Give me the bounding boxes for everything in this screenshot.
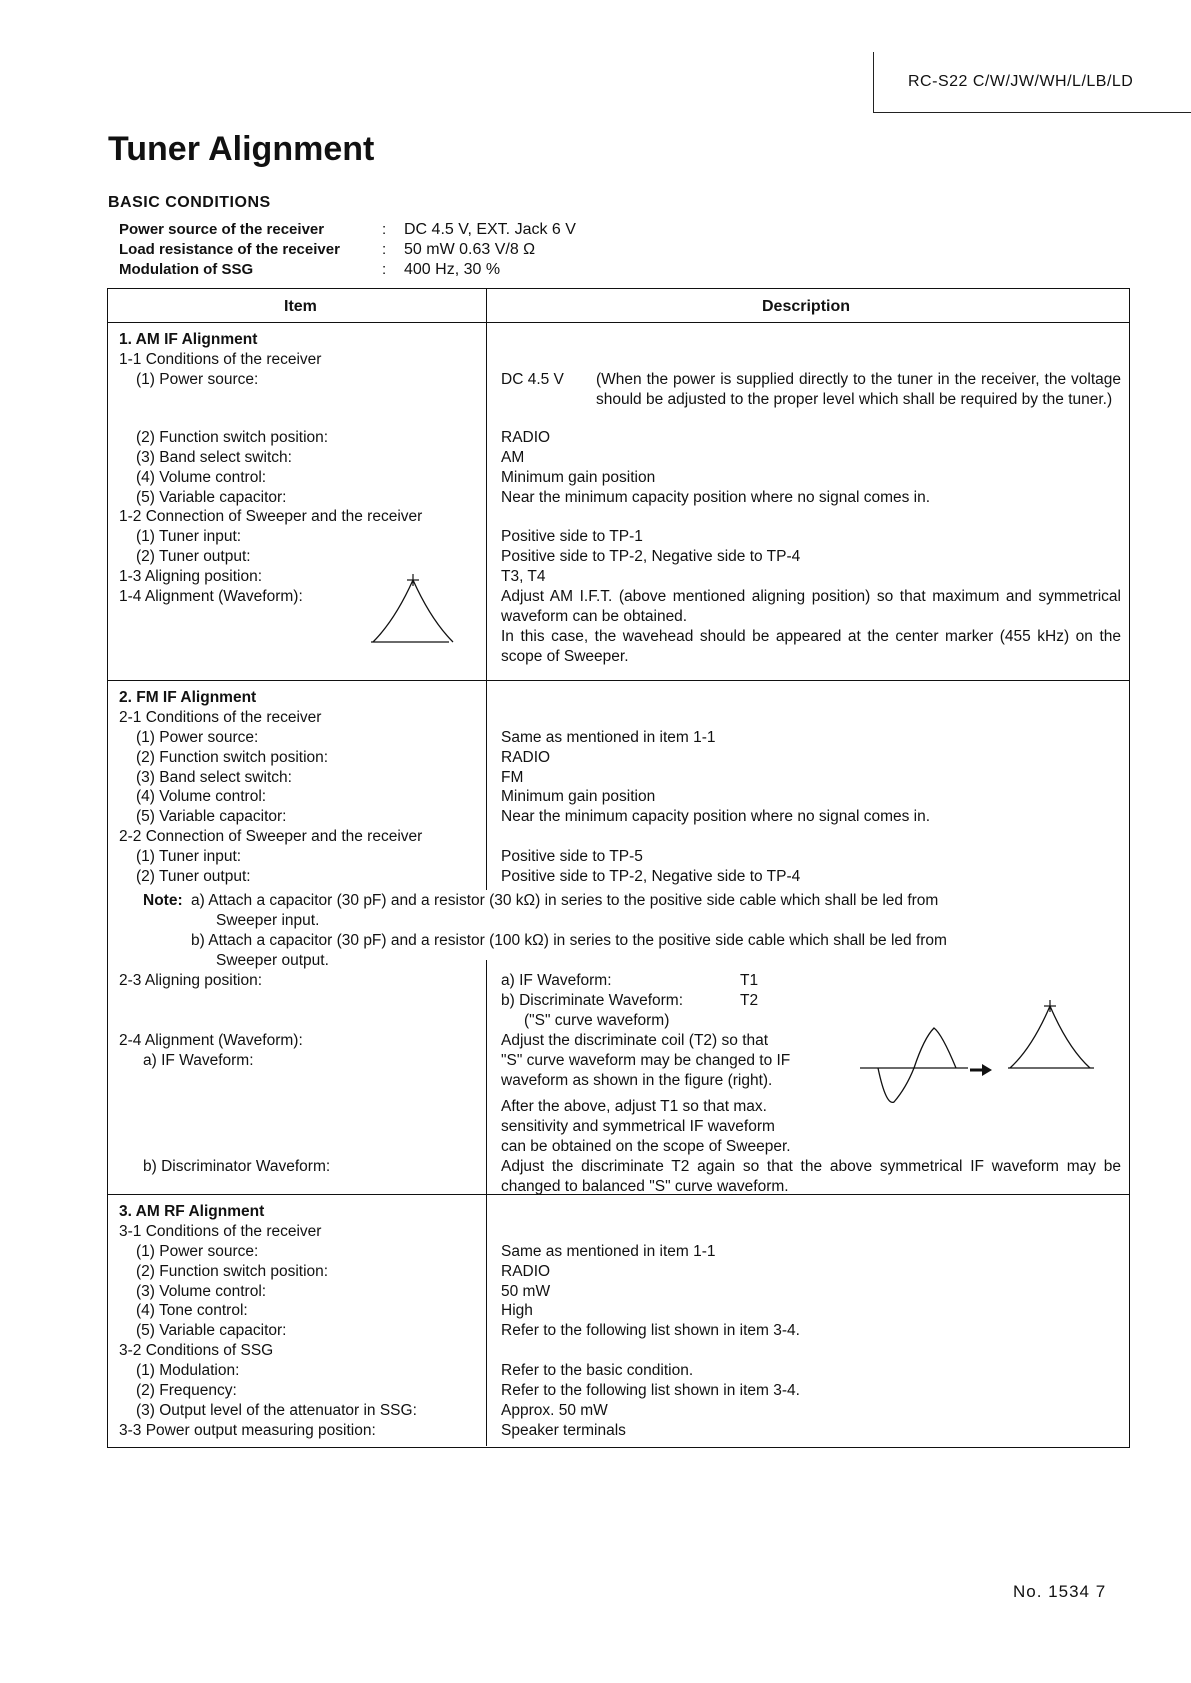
item-text: (2) Function switch position:: [136, 429, 329, 446]
s-curve-to-if-waveform-figure: [858, 998, 1098, 1108]
desc-text: Same as mentioned in item 1-1: [501, 729, 716, 746]
note-text: b) Attach a capacitor (30 pF) and a resistor (100 kΩ) in series to the positive side cable which shall be led from: [191, 932, 947, 949]
item-text: 2-4 Alignment (Waveform):: [119, 1032, 303, 1049]
symmetric-waveform-figure: [365, 572, 465, 646]
section-divider: [107, 680, 1129, 681]
desc-text: T1: [740, 972, 759, 989]
desc-text: 50 mW: [501, 1283, 551, 1300]
desc-text: Near the minimum capacity position where no signal comes in.: [501, 489, 931, 506]
item-text: 1-2 Connection of Sweeper and the receiver: [119, 508, 423, 525]
desc-text: Adjust the discriminate T2 again so that the above symmetrical IF waveform may be changed to balanced "S" curve waveform.: [501, 1158, 1121, 1195]
item-text: (4) Volume control:: [136, 469, 267, 486]
item-text: b) Discriminator Waveform:: [143, 1158, 331, 1175]
item-text: (4) Volume control:: [136, 788, 267, 805]
basic-colon: :: [382, 241, 387, 258]
desc-text: T2: [740, 992, 759, 1009]
item-text: 3-1 Conditions of the receiver: [119, 1223, 322, 1240]
column-header-item: Item: [284, 298, 317, 315]
desc-text: Adjust the discriminate coil (T2) so that: [501, 1032, 769, 1049]
item-text: (1) Tuner input:: [136, 848, 242, 865]
item-text: 2-2 Connection of Sweeper and the receiver: [119, 828, 423, 845]
basic-colon: :: [382, 261, 387, 278]
desc-text: Minimum gain position: [501, 788, 656, 805]
basic-label: Power source of the receiver: [119, 221, 325, 238]
page-number: No. 1534 7: [1013, 1582, 1107, 1601]
desc-text: Approx. 50 mW: [501, 1402, 608, 1419]
desc-text: AM: [501, 449, 525, 466]
desc-text: Adjust AM I.F.T. (above mentioned aligning position) so that maximum and symmetrical waveform can be obtained.: [501, 588, 1121, 625]
desc-text: After the above, adjust T1 so that max.: [501, 1098, 767, 1115]
column-divider: [486, 288, 487, 890]
section-heading: 3. AM RF Alignment: [119, 1203, 265, 1220]
column-header-description: Description: [762, 298, 851, 315]
note-label: Note:: [143, 892, 183, 909]
item-text: 1-3 Aligning position:: [119, 568, 263, 585]
desc-text: In this case, the wavehead should be appeared at the center marker (455 kHz) on the scope of Sweeper.: [501, 628, 1121, 665]
item-text: (3) Output level of the attenuator in SSG:: [136, 1402, 417, 1419]
item-text: 1-1 Conditions of the receiver: [119, 351, 322, 368]
desc-text: Refer to the basic condition.: [501, 1362, 694, 1379]
item-text: (2) Function switch position:: [136, 1263, 329, 1280]
basic-label: Load resistance of the receiver: [119, 241, 340, 258]
item-text: 3-3 Power output measuring position:: [119, 1422, 376, 1439]
desc-text: Positive side to TP-2, Negative side to TP-4: [501, 868, 801, 885]
basic-value: 400 Hz, 30 %: [404, 261, 501, 278]
desc-text: High: [501, 1302, 533, 1319]
item-text: (4) Tone control:: [136, 1302, 248, 1319]
desc-text: RADIO: [501, 1263, 551, 1280]
item-text: (1) Power source:: [136, 729, 259, 746]
item-text: 2-1 Conditions of the receiver: [119, 709, 322, 726]
basic-label: Modulation of SSG: [119, 261, 254, 278]
desc-text: Positive side to TP-2, Negative side to TP-4: [501, 548, 801, 565]
header-divider: [107, 322, 1129, 323]
desc-text: DC 4.5 V: [501, 371, 564, 388]
desc-text: Minimum gain position: [501, 469, 656, 486]
desc-text: "S" curve waveform may be changed to IF: [501, 1052, 791, 1069]
item-text: (2) Tuner output:: [136, 548, 251, 565]
desc-text: Refer to the following list shown in item 3-4.: [501, 1382, 800, 1399]
item-text: (5) Variable capacitor:: [136, 808, 287, 825]
item-text: (1) Power source:: [136, 1243, 259, 1260]
desc-text: RADIO: [501, 749, 551, 766]
desc-text: RADIO: [501, 429, 551, 446]
basic-value: 50 mW 0.63 V/8 Ω: [404, 241, 536, 258]
item-text: (2) Tuner output:: [136, 868, 251, 885]
section-heading: 2. FM IF Alignment: [119, 689, 257, 706]
item-text: (1) Modulation:: [136, 1362, 240, 1379]
item-text: (1) Tuner input:: [136, 528, 242, 545]
page-title: Tuner Alignment: [108, 130, 375, 168]
section-heading: 1. AM IF Alignment: [119, 331, 258, 348]
desc-text: ("S" curve waveform): [524, 1012, 670, 1029]
item-text: 2-3 Aligning position:: [119, 972, 263, 989]
item-text: (2) Function switch position:: [136, 749, 329, 766]
desc-text: Positive side to TP-1: [501, 528, 643, 545]
basic-conditions-heading: BASIC CONDITIONS: [108, 194, 271, 211]
item-text: 3-2 Conditions of SSG: [119, 1342, 274, 1359]
desc-text: sensitivity and symmetrical IF waveform: [501, 1118, 775, 1135]
note-text: Sweeper input.: [216, 912, 320, 929]
item-text: (3) Band select switch:: [136, 769, 292, 786]
note-text: Sweeper output.: [216, 952, 329, 969]
desc-text: Speaker terminals: [501, 1422, 626, 1439]
basic-value: DC 4.5 V, EXT. Jack 6 V: [404, 221, 576, 238]
item-text: (1) Power source:: [136, 371, 259, 388]
desc-text: b) Discriminate Waveform:: [501, 992, 684, 1009]
item-text: (3) Volume control:: [136, 1283, 267, 1300]
item-text: (5) Variable capacitor:: [136, 489, 287, 506]
desc-text: T3, T4: [501, 568, 546, 585]
desc-text: FM: [501, 769, 524, 786]
note-text: a) Attach a capacitor (30 pF) and a resistor (30 kΩ) in series to the positive side cable which shall be led from: [191, 892, 939, 909]
desc-text: (When the power is supplied directly to the tuner in the receiver, the voltage should be adjusted to the proper level which shall be required by the tuner.): [596, 371, 1121, 408]
desc-text: Refer to the following list shown in item 3-4.: [501, 1322, 800, 1339]
column-divider: [486, 960, 487, 1446]
desc-text: Near the minimum capacity position where no signal comes in.: [501, 808, 931, 825]
model-number: RC-S22 C/W/JW/WH/L/LB/LD: [908, 73, 1134, 90]
item-text: 1-4 Alignment (Waveform):: [119, 588, 303, 605]
item-text: (5) Variable capacitor:: [136, 1322, 287, 1339]
desc-text: a) IF Waveform:: [501, 972, 612, 989]
item-text: a) IF Waveform:: [143, 1052, 254, 1069]
item-text: (2) Frequency:: [136, 1382, 237, 1399]
basic-colon: :: [382, 221, 387, 238]
desc-text: Same as mentioned in item 1-1: [501, 1243, 716, 1260]
desc-text: can be obtained on the scope of Sweeper.: [501, 1138, 791, 1155]
desc-text: waveform as shown in the figure (right).: [501, 1072, 773, 1089]
desc-text: Positive side to TP-5: [501, 848, 643, 865]
item-text: (3) Band select switch:: [136, 449, 292, 466]
